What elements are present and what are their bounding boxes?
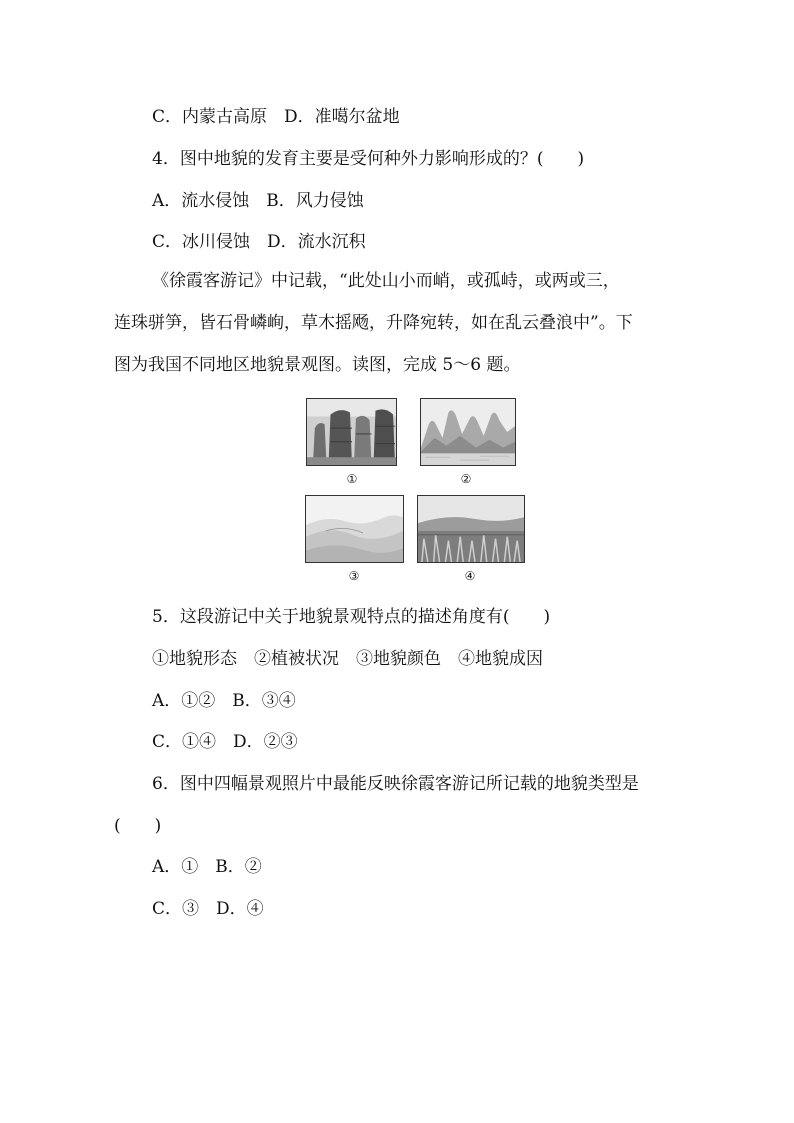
- landform-photo-4: [417, 495, 525, 563]
- question-4-options-cd: C．冰川侵蚀 D．流水沉积: [152, 232, 366, 252]
- photo-label-1: ①: [346, 472, 358, 486]
- photo-label-3: ③: [348, 569, 360, 583]
- landform-photo-2: [420, 398, 516, 466]
- question-4-stem: 4．图中地貌的发育主要是受何种外力影响形成的？( ): [152, 149, 585, 169]
- photo-label-2: ②: [460, 472, 472, 486]
- question-3-options-tail: C．内蒙古高原 D．准噶尔盆地: [152, 107, 400, 127]
- question-6-stem-continued: ( ): [114, 816, 162, 836]
- question-5-stem: 5．这段游记中关于地貌景观特点的描述角度有( ): [152, 607, 551, 627]
- landform-photo-1: [306, 398, 397, 466]
- question-6-stem: 6．图中四幅景观照片中最能反映徐霞客游记所记载的地貌类型是: [152, 774, 639, 794]
- question-5-items: ①地貌形态 ②植被状况 ③地貌颜色 ④地貌成因: [152, 649, 543, 669]
- question-5-options-cd: C．①④ D．②③: [152, 732, 298, 752]
- passage-line-2: 连珠骈笋，皆石骨嶙峋，草木摇飏，升降宛转，如在乱云叠浪中”。下: [114, 313, 633, 333]
- question-4-options-ab: A．流水侵蚀 B．风力侵蚀: [152, 191, 364, 211]
- question-5-options-ab: A．①② B．③④: [152, 691, 296, 711]
- question-6-options-cd: C．③ D．④: [152, 899, 264, 919]
- question-6-options-ab: A．① B．②: [152, 857, 262, 877]
- passage-line-3: 图为我国不同地区地貌景观图。读图，完成 5～6 题。: [114, 355, 521, 375]
- landform-photo-3: [305, 495, 404, 563]
- photo-label-4: ④: [464, 569, 476, 583]
- passage-line-1: 《徐霞客游记》中记载，“此处山小而峭，或孤峙，或两或三，: [152, 271, 620, 291]
